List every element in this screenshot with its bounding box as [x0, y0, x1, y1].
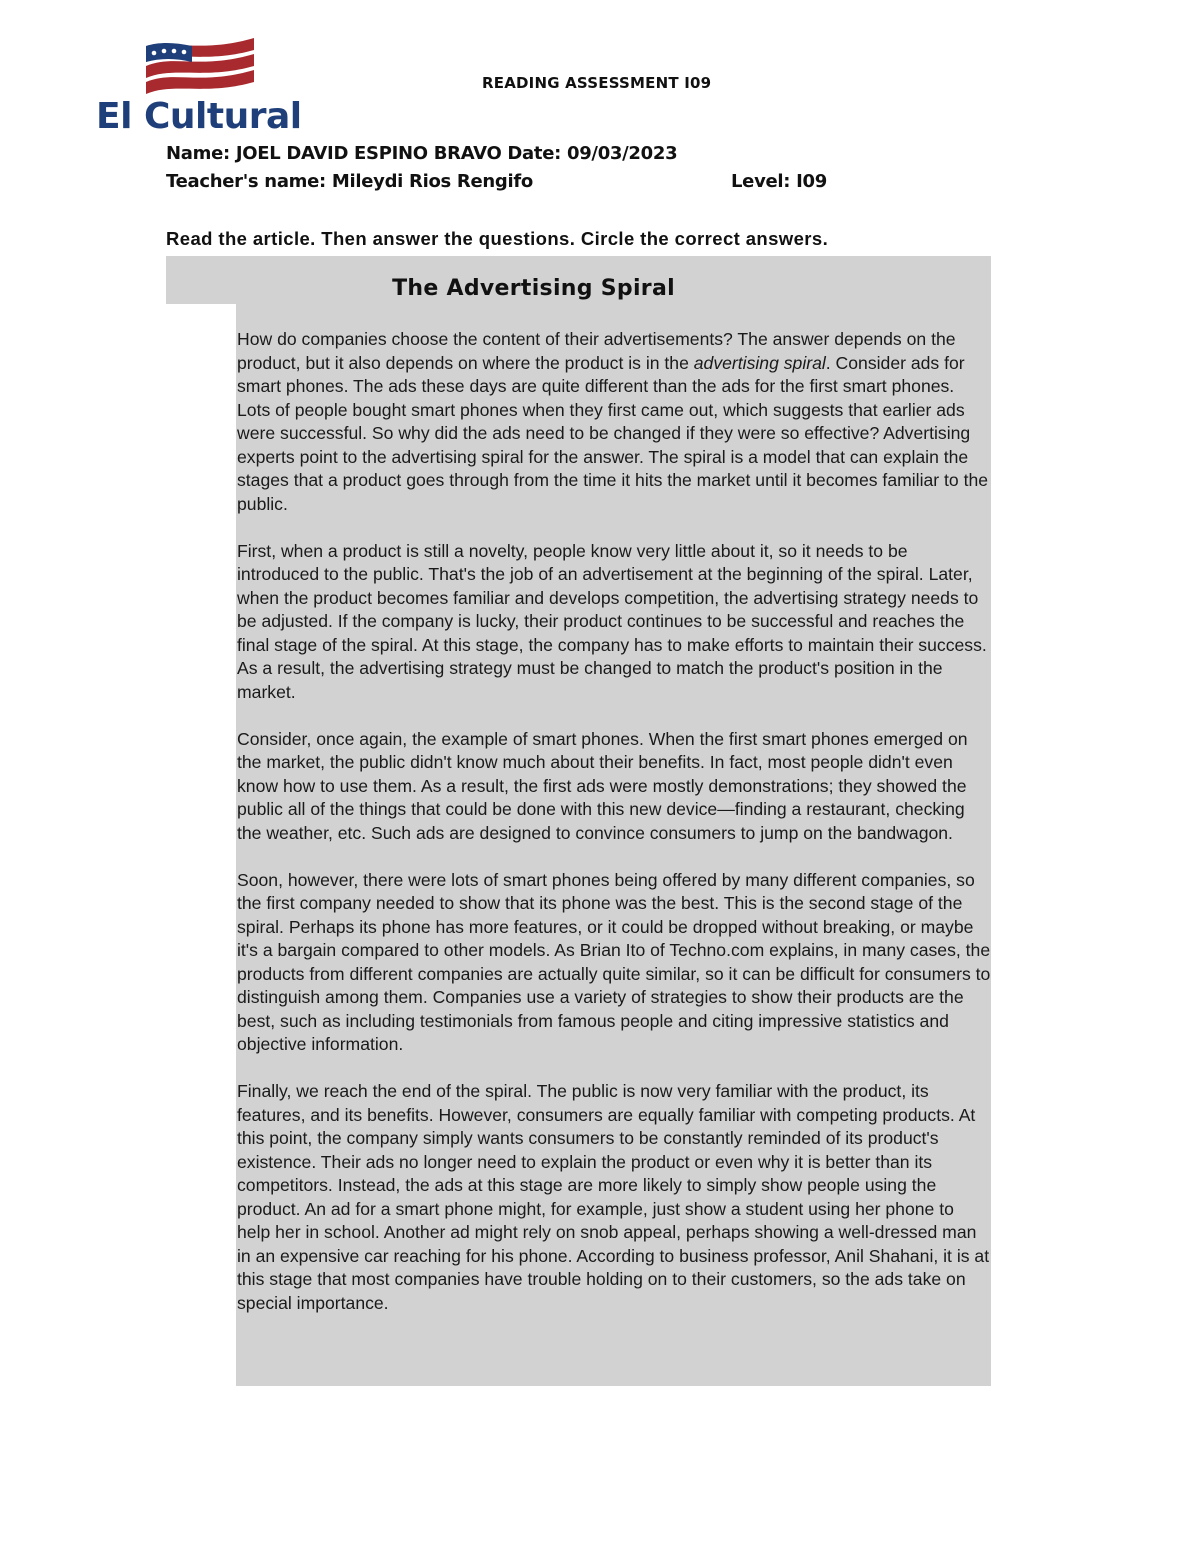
paragraph-4: Soon, however, there were lots of smart phones being offered by many different companies, so the first company needed to show that its phone was the best. This is the second stage of the spiral. Perhaps its phone has more features, or it could be dropped without breaking, or maybe it's a bargain compared to other models. As Brian Ito of Techno.com explains, in many cases, the products from different companies are actually quite similar, so it can be difficult for consumers to distinguish among them. Companies use a variety of strategies to show their products are the best, such as including testimonials from famous people and citing impressive statistics and objective information.	[237, 869, 991, 1054]
logo-wordmark: El Cultural	[96, 96, 302, 137]
article-text	[237, 328, 991, 1339]
advertising-spiral-term: advertising spiral	[693, 352, 826, 373]
student-name-date: Name: JOEL DAVID ESPINO BRAVO Date: 09/03/2023	[166, 143, 678, 164]
flag-icon	[144, 32, 256, 96]
article-title-text: The Advertising Spiral	[392, 276, 675, 301]
instructions: Read the article. Then answer the questions. Circle the correct answers.	[166, 228, 829, 249]
document-title: READING ASSESSMENT I09	[482, 74, 712, 92]
paragraph-1	[237, 328, 991, 516]
paragraph-1-part-a: How do companies choose the content of their advertisements? The answer depends on the product, but it also depends on where the product is in the	[237, 329, 956, 373]
paragraph-5: Finally, we reach the end of the spiral. The public is now very familiar with the product, its features, and its benefits. However, consumers are equally familiar with competing products. At this point, the company simply wants consumers to be constantly reminded of its product's existence. Their ads no longer need to explain the product or even why it is better than its competitors. Instead, the ads at this stage are more likely to simply show people using the product. An ad for a smart phone might, for example, just show a student using her phone to help her in school. Another ad might rely on snob appeal, perhaps showing a well-dressed man in an expensive car reaching for his phone. According to business professor, Anil Shahani, it is at this stage that most companies have trouble holding on to their customers, so the ads take on special importance.	[237, 1081, 990, 1313]
article-title	[166, 276, 991, 301]
el-cultural-logo	[96, 32, 306, 142]
teacher-name: Teacher's name: Mileydi Rios Rengifo	[166, 171, 533, 192]
paragraph-2: First, when a product is still a novelty, people know very little about it, so it needs to be introduced to the public. That's the job of an advertisement at the beginning of the spiral. Later, when the product becomes familiar and develops competition, the advertising strategy needs to be adjusted. If the company is lucky, their product continues to be successful and reaches the final stage of the spiral. At this stage, the company has to make efforts to maintain their success. As a result, the advertising strategy must be changed to match the product's position in the market.	[237, 540, 987, 702]
paragraph-1-part-b: . Consider ads for smart phones. The ads these days are quite different than the ads for the first smart phones. Lots of people bought smart phones when they first came out, which suggests that earlier ads were successful. So why did the ads need to be changed if they were so effective? Advertising experts point to the advertising spiral for the answer. The spiral is a model that can explain the stages that a product goes through from the time it hits the market until it becomes familiar to the public.	[237, 352, 989, 514]
level-label: Level: I09	[731, 171, 828, 192]
paragraph-3: Consider, once again, the example of smart phones. When the first smart phones emerged on the market, the public didn't know much about their benefits. In fact, most people didn't even know how to use them. As a result, the first ads were mostly demonstrations; they showed the public all of the things that could be done with this new device—finding a restaurant, checking the weather, etc. Such ads are designed to convince consumers to jump on the bandwagon.	[237, 728, 968, 843]
